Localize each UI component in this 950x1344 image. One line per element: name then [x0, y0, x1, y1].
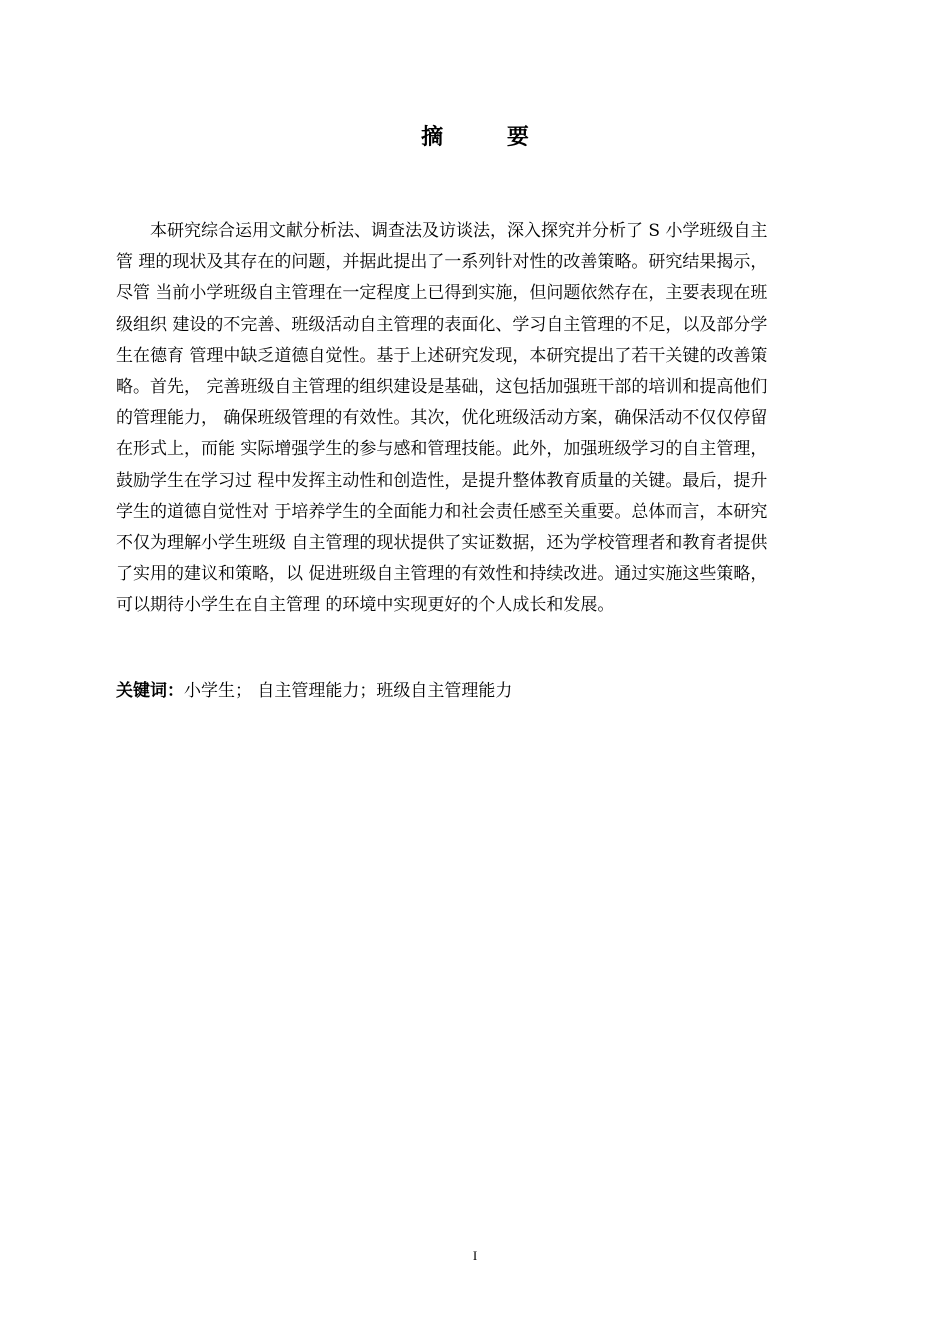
abstract-line: 略。首先， 完善班级自主管理的组织建设是基础，这包括加强班干部的培训和提高他们	[116, 376, 768, 397]
keywords-text: 小学生； 自主管理能力；班级自主管理能力	[184, 681, 513, 701]
page-number: I	[472, 1248, 478, 1263]
abstract-line: 不仅为理解小学生班级 自主管理的现状提供了实证数据，还为学校管理者和教育者提供	[116, 532, 768, 553]
abstract-line: 本研究综合运用文献分析法、调查法及访谈法，深入探究并分析了 S 小学班级自主	[150, 221, 768, 241]
page-title: 摘 要	[421, 125, 557, 150]
keywords-label: 关键词：	[116, 681, 184, 701]
abstract-line: 可以期待小学生在自主管理 的环境中实现更好的个人成长和发展。	[116, 595, 615, 616]
abstract-line: 了实用的建议和策略，以 促进班级自主管理的有效性和持续改进。通过实施这些策略，	[116, 564, 768, 585]
abstract-line: 管 理的现状及其存在的问题，并据此提出了一系列针对性的改善策略。研究结果揭示，	[116, 252, 768, 273]
abstract-line: 尽管 当前小学班级自主管理在一定程度上已得到实施，但问题依然存在，主要表现在班	[116, 283, 768, 304]
abstract-line: 在形式上，而能 实际增强学生的参与感和管理技能。此外，加强班级学习的自主管理，	[116, 439, 768, 460]
abstract-line: 鼓励学生在学习过 程中发挥主动性和创造性，是提升整体教育质量的关键。最后，提升	[116, 470, 768, 491]
abstract-line: 学生的道德自觉性对 于培养学生的全面能力和社会责任感至关重要。总体而言，本研究	[116, 501, 768, 522]
abstract-line: 的管理能力， 确保班级管理的有效性。其次，优化班级活动方案，确保活动不仅仅停留	[116, 408, 768, 429]
abstract-line: 生在德育 管理中缺乏道德自觉性。基于上述研究发现，本研究提出了若干关键的改善策	[116, 345, 768, 366]
abstract-body	[116, 216, 860, 621]
abstract-line: 级组织 建设的不完善、班级活动自主管理的表面化、学习自主管理的不足，以及部分学	[116, 314, 768, 335]
keywords	[116, 676, 512, 706]
